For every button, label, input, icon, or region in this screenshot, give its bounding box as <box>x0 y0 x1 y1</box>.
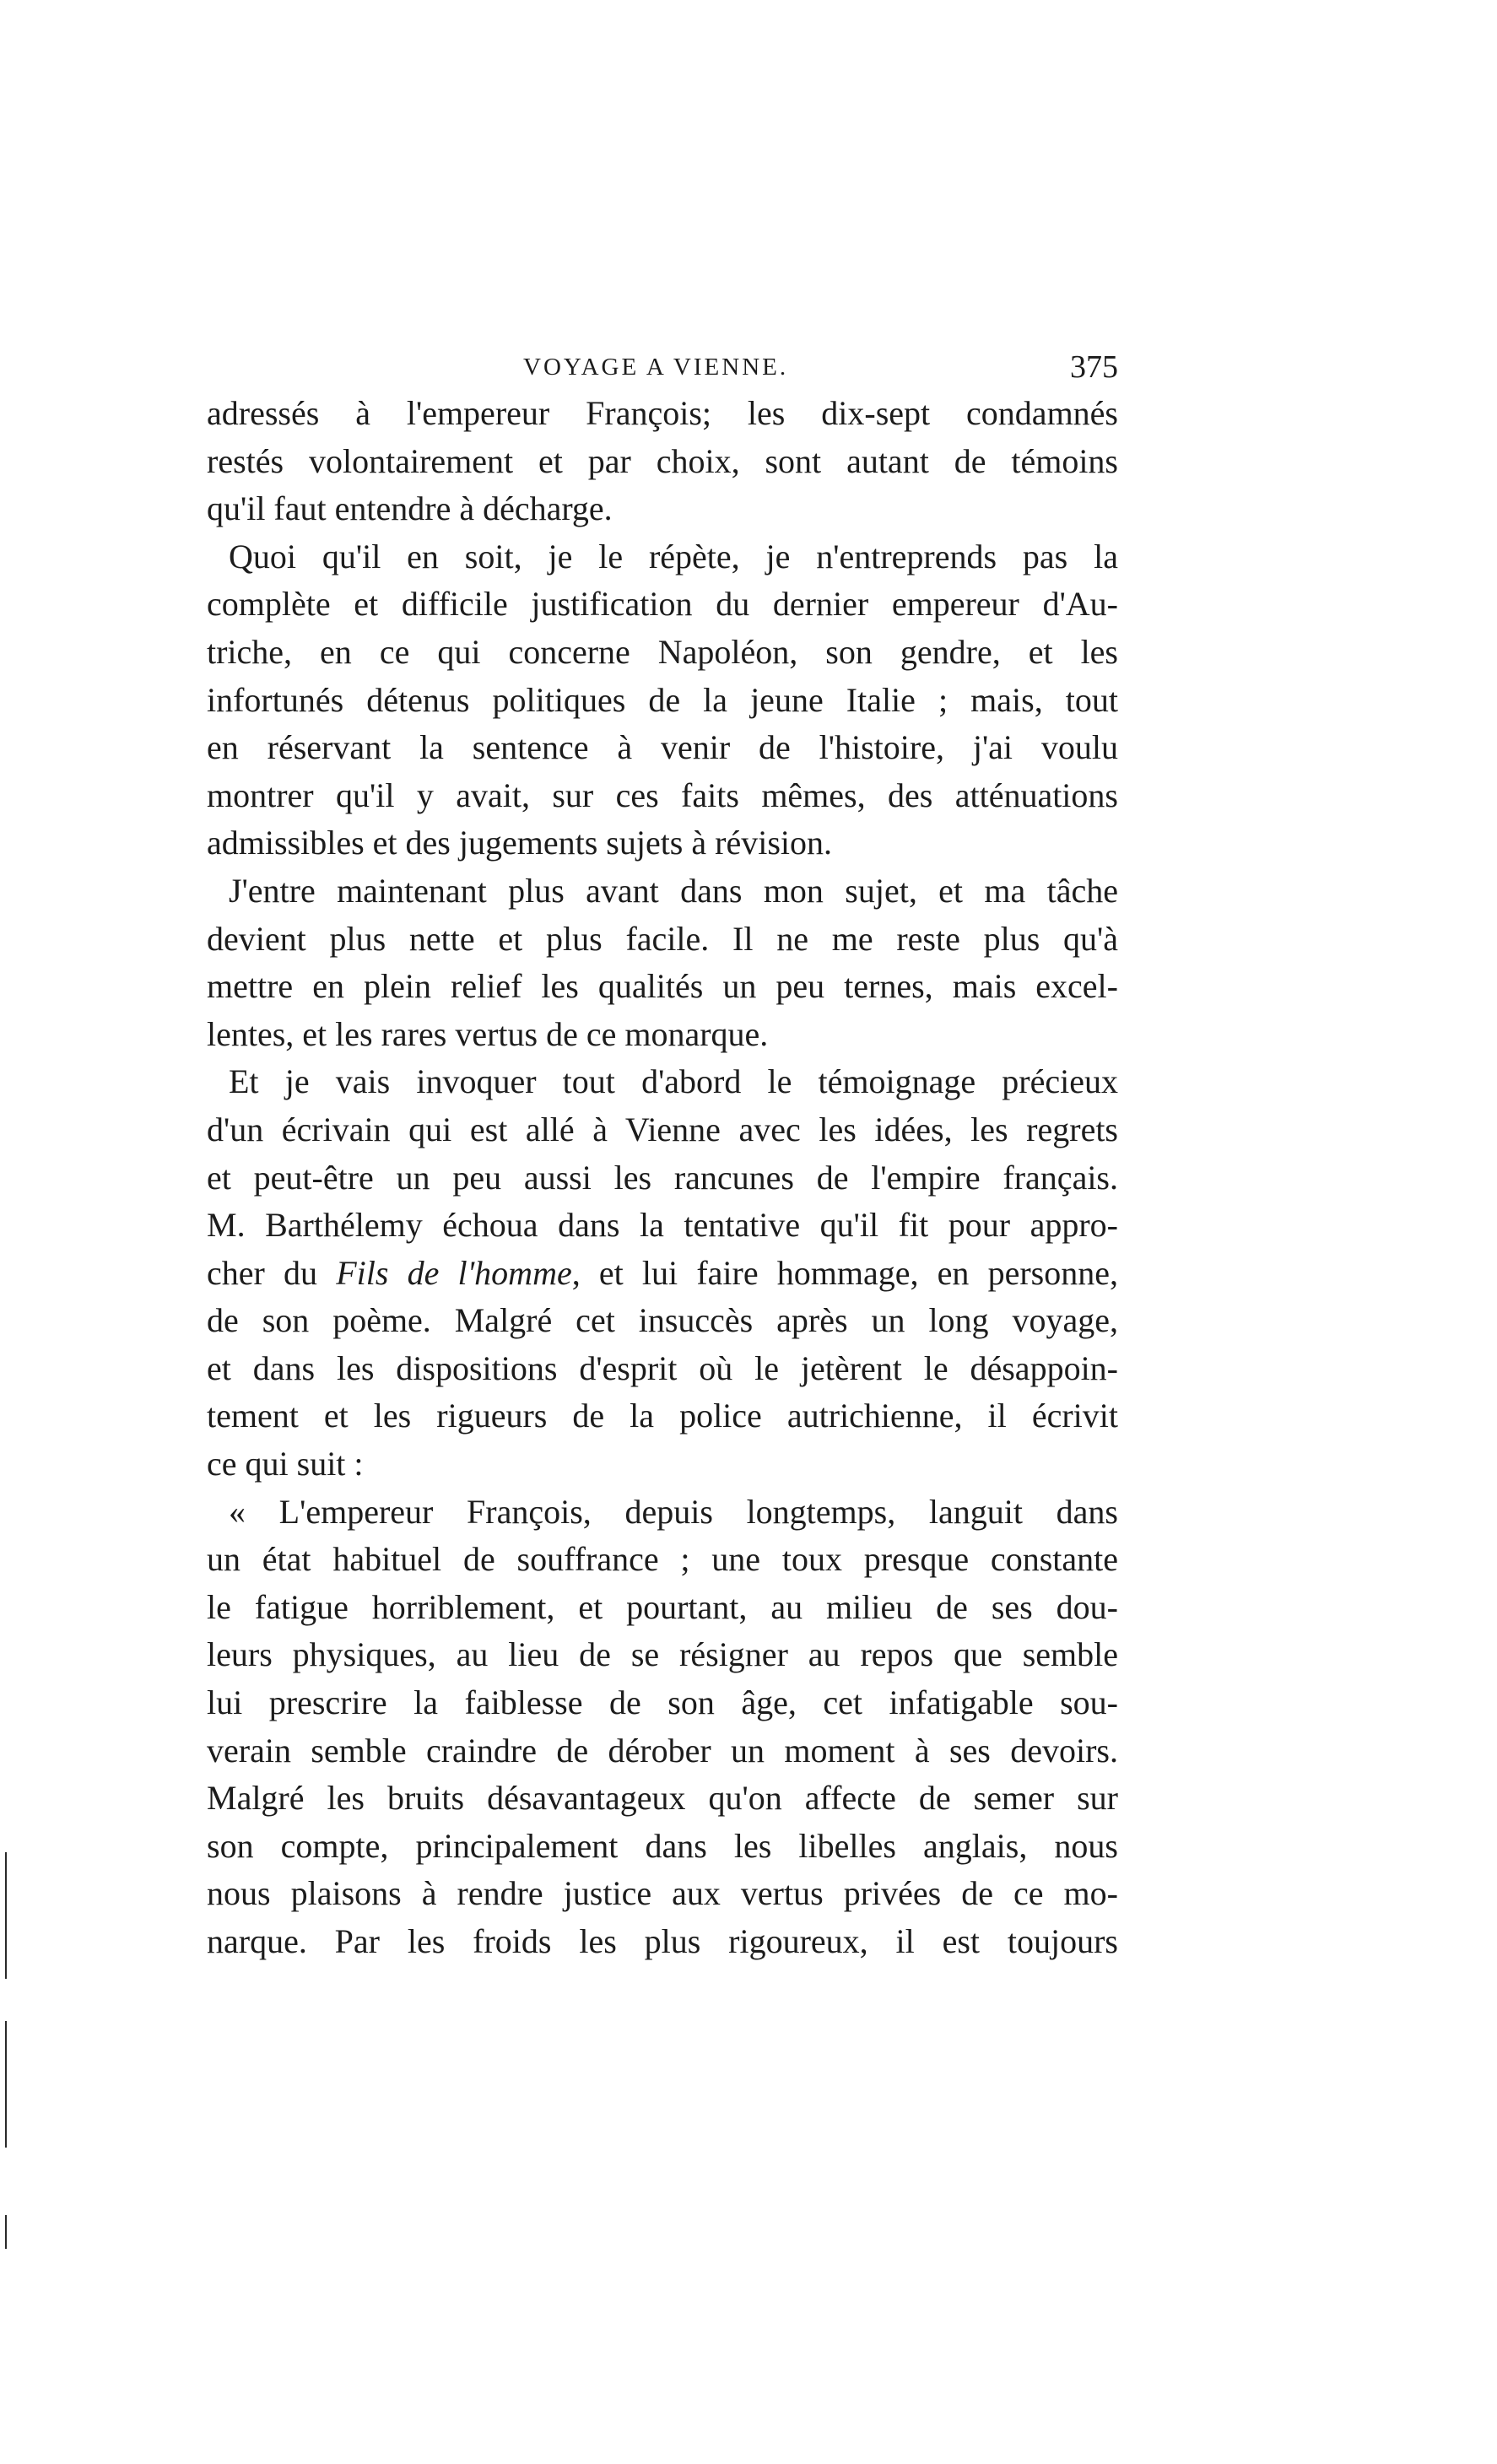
text-line: restés volontairement et par choix, sont autant de témoins <box>207 441 1118 480</box>
text-line: et peut-être un peu aussi les rancunes de l'empire français. <box>207 1158 1118 1197</box>
text-line: un état habituel de souffrance ; une toux presque constante <box>207 1540 1118 1579</box>
paragraph-first-line: J'entre maintenant plus avant dans mon sujet, et ma tâche <box>229 871 1118 910</box>
page-number: 375 <box>1070 349 1118 385</box>
text-line: qu'il faut entendre à décharge. <box>207 489 613 528</box>
text-line: ce qui suit : <box>207 1445 364 1483</box>
text-line: en réservant la sentence à venir de l'histoire, j'ai voulu <box>207 728 1118 767</box>
text-line: verain semble craindre de dérober un moment à ses devoirs. <box>207 1731 1118 1770</box>
paragraph-first-line: Quoi qu'il en soit, je le répète, je n'entreprends pas la <box>229 537 1118 575</box>
text-line: adressés à l'empereur François; les dix-sept condamnés <box>207 394 1118 432</box>
text-line-with-italic <box>207 1250 1118 1298</box>
text-line: infortunés détenus politiques de la jeune Italie ; mais, tout <box>207 680 1118 719</box>
scan-margin-mark <box>5 2021 7 2148</box>
text-line: M. Barthélemy échoua dans la tentative qu'il fit pour appro- <box>207 1206 1118 1245</box>
text-line: nous plaisons à rendre justice aux vertus privées de ce mo- <box>207 1874 1118 1913</box>
text-line: tement et les rigueurs de la police autrichienne, il écrivit <box>207 1397 1118 1435</box>
text-line: complète et difficile justification du dernier empereur d'Au- <box>207 585 1118 624</box>
scan-margin-mark <box>5 1852 7 1979</box>
text-segment: cher du <box>207 1253 337 1292</box>
text-line: lui prescrire la faiblesse de son âge, cet infatigable sou- <box>207 1683 1118 1722</box>
running-title: VOYAGE A VIENNE. <box>523 354 789 381</box>
text-line: son compte, principalement dans les libelles anglais, nous <box>207 1826 1118 1865</box>
text-segment: , et lui faire hommage, en personne, <box>571 1253 1118 1292</box>
body-text <box>207 390 1118 1966</box>
scan-margin-mark <box>5 2215 7 2249</box>
text-line: admissibles et des jugements sujets à révision. <box>207 824 832 862</box>
text-line: narque. Par les froids les plus rigoureux, il est toujours <box>207 1922 1118 1960</box>
text-line: Malgré les bruits désavantageux qu'on affecte de semer sur <box>207 1779 1118 1818</box>
text-line: et dans les dispositions d'esprit où le jetèrent le désappoin- <box>207 1348 1118 1387</box>
text-line: le fatigue horriblement, et pourtant, au milieu de ses dou- <box>207 1587 1118 1626</box>
text-line: lentes, et les rares vertus de ce monarque. <box>207 1014 769 1053</box>
text-line: triche, en ce qui concerne Napoléon, son gendre, et les <box>207 632 1118 671</box>
text-line: leurs physiques, au lieu de se résigner au repos que semble <box>207 1635 1118 1674</box>
running-head <box>207 342 1118 392</box>
text-line: montrer qu'il y avait, sur ces faits mêmes, des atténuations <box>207 775 1118 814</box>
text-line: d'un écrivain qui est allé à Vienne avec les idées, les regrets <box>207 1110 1118 1148</box>
text-line: de son poème. Malgré cet insuccès après un long voyage, <box>207 1301 1118 1340</box>
quote-first-line: « L'empereur François, depuis longtemps, languit dans <box>229 1492 1118 1531</box>
text-line: devient plus nette et plus facile. Il ne me reste plus qu'à <box>207 919 1118 958</box>
italic-title: Fils de l'homme <box>336 1253 572 1292</box>
paragraph-first-line: Et je vais invoquer tout d'abord le témoignage précieux <box>229 1062 1118 1101</box>
text-line: mettre en plein relief les qualités un peu ternes, mais excel- <box>207 967 1118 1006</box>
